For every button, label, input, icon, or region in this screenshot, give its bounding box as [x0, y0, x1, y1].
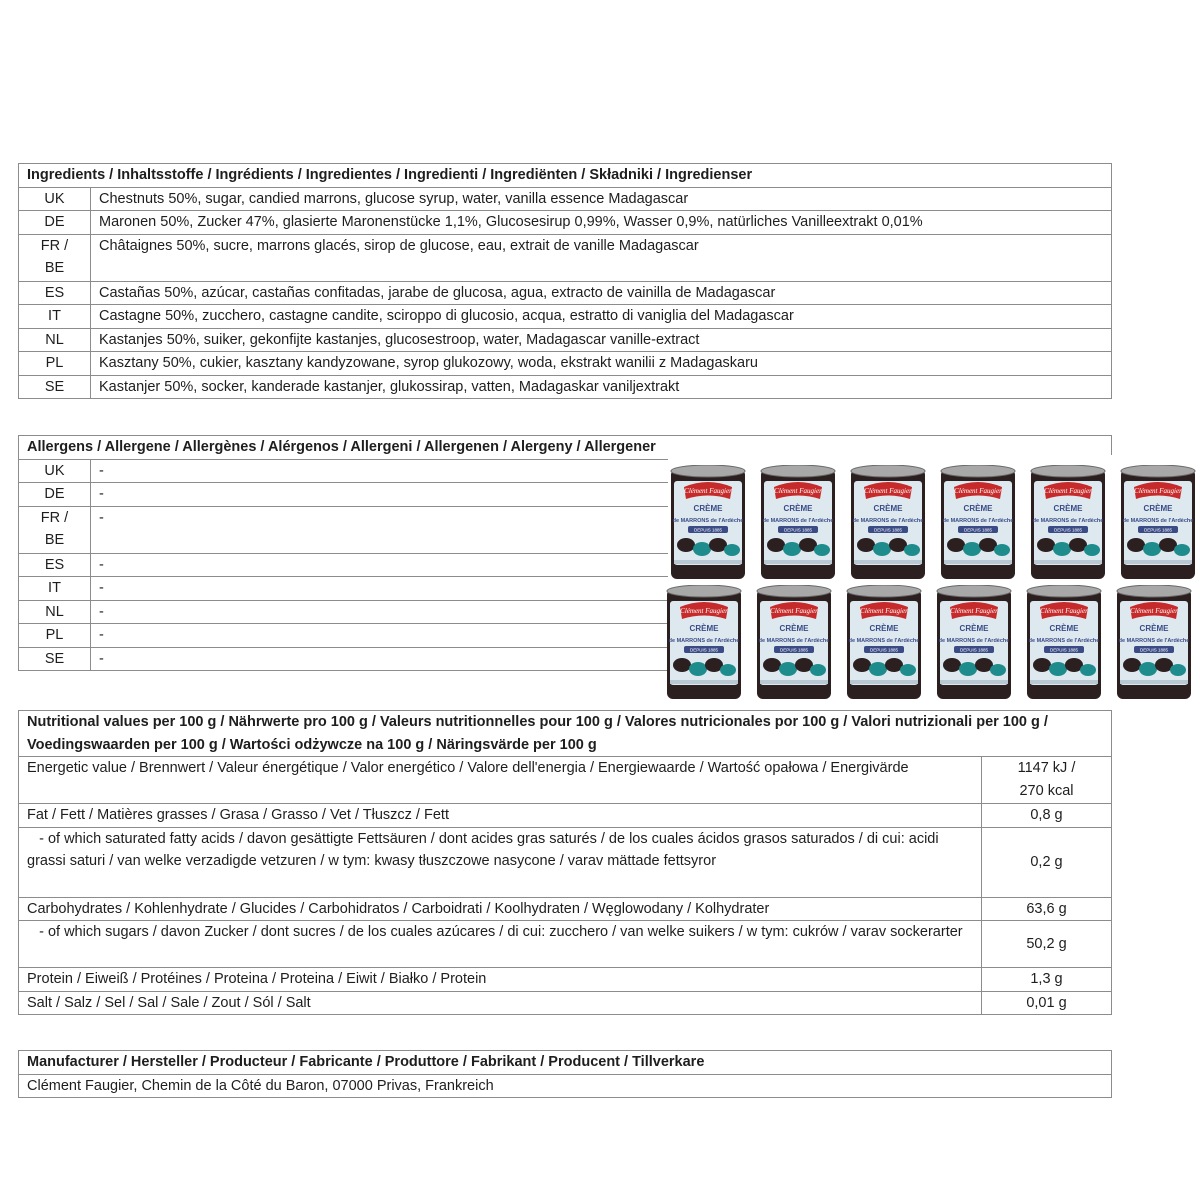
svg-text:DEPUIS 1885: DEPUIS 1885 [869, 647, 899, 653]
country-code: PL [19, 624, 91, 648]
svg-text:de MARRONS de l'Ardèche: de MARRONS de l'Ardèche [668, 638, 740, 644]
country-code-text: FR / BE [40, 237, 69, 276]
nutrient-label: Protein / Eiweiß / Protéines / Proteina / Proteina / Eiwit / Białko / Protein [19, 968, 982, 992]
manufacturer-header: Manufacturer / Hersteller / Producteur / Fabricante / Produttore / Fabrikant / Producent / Tillverkare [19, 1051, 1112, 1075]
svg-text:DEPUIS 1885: DEPUIS 1885 [1139, 647, 1169, 653]
svg-text:DEPUIS 1885: DEPUIS 1885 [873, 527, 903, 533]
svg-text:de MARRONS de l'Ardèche: de MARRONS de l'Ardèche [1118, 638, 1190, 644]
nutrient-label: - of which sugars / davon Zucker / dont sucres / de los cuales azúcares / di cui: zucchero / van welke suikers / w tym: cukrów / varav sockerarter [19, 921, 982, 968]
nutrient-label: Energetic value / Brennwert / Valeur énergétique / Valor energético / Valore dell'energia / Energiewaarde / Wartość opałowa / Energivärde [19, 757, 982, 804]
nutrient-value: 1,3 g [981, 968, 1111, 992]
svg-text:CRÈME: CRÈME [869, 624, 899, 633]
chestnut-cream-can [756, 585, 832, 701]
chestnut-cream-can [850, 465, 926, 581]
svg-text:Clément Faugier: Clément Faugier [864, 487, 912, 495]
svg-text:CRÈME: CRÈME [959, 624, 989, 633]
svg-text:de MARRONS de l'Ardèche: de MARRONS de l'Ardèche [672, 518, 744, 524]
svg-text:DEPUIS 1885: DEPUIS 1885 [689, 647, 719, 653]
svg-text:DEPUIS 1885: DEPUIS 1885 [963, 527, 993, 533]
table-row [19, 1074, 1112, 1098]
allergen-text: - [91, 624, 1112, 648]
nutrient-value: 63,6 g [981, 897, 1111, 921]
svg-text:Clément Faugier: Clément Faugier [774, 487, 822, 495]
svg-text:DEPUIS 1885: DEPUIS 1885 [1049, 647, 1079, 653]
svg-text:de MARRONS de l'Ardèche: de MARRONS de l'Ardèche [758, 638, 830, 644]
chestnut-cream-can [1120, 465, 1196, 581]
chestnut-cream-can [846, 585, 922, 701]
svg-text:CRÈME: CRÈME [1053, 504, 1083, 513]
svg-text:DEPUIS 1885: DEPUIS 1885 [693, 527, 723, 533]
country-code: IT [19, 577, 91, 601]
nutrient-value: 1147 kJ / 270 kcal [981, 757, 1111, 804]
table-row [19, 897, 1112, 921]
svg-text:de MARRONS de l'Ardèche: de MARRONS de l'Ardèche [942, 518, 1014, 524]
allergen-text: - [91, 506, 1112, 553]
svg-text:DEPUIS 1885: DEPUIS 1885 [959, 647, 989, 653]
nutrient-value: 0,8 g [981, 804, 1111, 828]
ingredient-text: Chestnuts 50%, sugar, candied marrons, glucose syrup, water, vanilla essence Madagascar [91, 187, 1112, 211]
svg-text:Clément Faugier: Clément Faugier [860, 607, 908, 615]
table-row [19, 352, 1112, 376]
nutrient-label: Salt / Salz / Sel / Sal / Sale / Zout / Sól / Salt [19, 991, 982, 1015]
svg-text:CRÈME: CRÈME [779, 624, 809, 633]
country-code: ES [19, 281, 91, 305]
allergen-text: - [91, 553, 1112, 577]
svg-text:DEPUIS 1885: DEPUIS 1885 [779, 647, 809, 653]
chestnut-cream-can [670, 465, 746, 581]
allergens-header: Allergens / Allergene / Allergènes / Alérgenos / Allergeni / Allergenen / Alergeny / Allergener [19, 436, 1112, 460]
country-code: SE [19, 647, 91, 671]
country-code [19, 506, 91, 553]
country-code: DE [19, 211, 91, 235]
svg-text:CRÈME: CRÈME [783, 504, 813, 513]
svg-text:CRÈME: CRÈME [1049, 624, 1079, 633]
nutrient-label: Fat / Fett / Matières grasses / Grasa / Grasso / Vet / Tłuszcz / Fett [19, 804, 982, 828]
svg-text:Clément Faugier: Clément Faugier [680, 607, 728, 615]
ingredient-text: Kastanjer 50%, socker, kanderade kastanjer, glukossirap, vatten, Madagaskar vaniljextrakt [91, 375, 1112, 399]
chestnut-cream-can [1116, 585, 1192, 701]
table-row [19, 991, 1112, 1015]
chestnut-cream-can [1030, 465, 1106, 581]
ingredient-text: Maronen 50%, Zucker 47%, glasierte Maronenstücke 1,1%, Glucosesirup 0,99%, Wasser 0,9%, natürliches Vanilleextrakt 0,01% [91, 211, 1112, 235]
svg-text:CRÈME: CRÈME [1139, 624, 1169, 633]
nutrition-header: Nutritional values per 100 g / Nährwerte pro 100 g / Valeurs nutritionnelles pour 100 g / Valores nutricionales por 100 g / Valori nutrizionali per 100 g / Voedingswaarden per 100 g / Wartości odżywcze na 100 g / Näringsvärde per 100 g [19, 711, 1112, 757]
svg-text:de MARRONS de l'Ardèche: de MARRONS de l'Ardèche [848, 638, 920, 644]
table-row [19, 757, 1112, 804]
product-cans-image [668, 455, 1200, 697]
svg-text:de MARRONS de l'Ardèche: de MARRONS de l'Ardèche [1028, 638, 1100, 644]
table-row [19, 375, 1112, 399]
svg-text:CRÈME: CRÈME [1143, 504, 1173, 513]
table-row [19, 187, 1112, 211]
allergen-text: - [91, 483, 1112, 507]
country-code: IT [19, 305, 91, 329]
table-row [19, 328, 1112, 352]
table-row [19, 968, 1112, 992]
svg-text:Clément Faugier: Clément Faugier [1134, 487, 1182, 495]
ingredient-text: Châtaignes 50%, sucre, marrons glacés, sirop de glucose, eau, extrait de vanille Madagascar [91, 234, 1112, 281]
nutrient-value: 50,2 g [981, 921, 1111, 968]
svg-text:DEPUIS 1885: DEPUIS 1885 [1143, 527, 1173, 533]
manufacturer-table [18, 1050, 1112, 1098]
nutrition-table [18, 710, 1112, 1015]
ingredient-text: Kasztany 50%, cukier, kasztany kandyzowane, syrop glukozowy, woda, ekstrakt wanilii z Madagaskaru [91, 352, 1112, 376]
svg-text:Clément Faugier: Clément Faugier [1040, 607, 1088, 615]
country-code [19, 234, 91, 281]
manufacturer-address: Clément Faugier, Chemin de la Côté du Baron, 07000 Privas, Frankreich [19, 1074, 1112, 1098]
ingredient-text: Castagne 50%, zucchero, castagne candite, sciroppo di glucosio, acqua, estratto di vaniglia del Madagascar [91, 305, 1112, 329]
svg-text:de MARRONS de l'Ardèche: de MARRONS de l'Ardèche [1032, 518, 1104, 524]
svg-text:CRÈME: CRÈME [963, 504, 993, 513]
nutrient-value: 0,2 g [981, 827, 1111, 897]
svg-text:DEPUIS 1885: DEPUIS 1885 [783, 527, 813, 533]
ingredients-header-row [19, 164, 1112, 188]
svg-text:Clément Faugier: Clément Faugier [954, 487, 1002, 495]
ingredients-table [18, 163, 1112, 399]
chestnut-cream-can [940, 465, 1016, 581]
chestnut-cream-can [936, 585, 1012, 701]
chestnut-cream-can [760, 465, 836, 581]
svg-text:Clément Faugier: Clément Faugier [1044, 487, 1092, 495]
allergen-text: - [91, 459, 1112, 483]
table-row [19, 234, 1112, 281]
table-row [19, 211, 1112, 235]
allergen-text: - [91, 577, 1112, 601]
ingredient-text: Castañas 50%, azúcar, castañas confitadas, jarabe de glucosa, agua, extracto de vainilla de Madagascar [91, 281, 1112, 305]
svg-text:Clément Faugier: Clément Faugier [684, 487, 732, 495]
nutrient-label: Carbohydrates / Kohlenhydrate / Glucides / Carbohidratos / Carboidrati / Koolhydraten / Węglowodany / Kolhydrater [19, 897, 982, 921]
svg-text:DEPUIS 1885: DEPUIS 1885 [1053, 527, 1083, 533]
chestnut-cream-can [1026, 585, 1102, 701]
svg-text:Clément Faugier: Clément Faugier [1130, 607, 1178, 615]
svg-text:de MARRONS de l'Ardèche: de MARRONS de l'Ardèche [762, 518, 834, 524]
nutrition-header-row [19, 711, 1112, 757]
nutrient-value: 0,01 g [981, 991, 1111, 1015]
svg-text:Clément Faugier: Clément Faugier [950, 607, 998, 615]
country-code: ES [19, 553, 91, 577]
table-row [19, 921, 1112, 968]
table-row [19, 305, 1112, 329]
country-code: NL [19, 328, 91, 352]
country-code: NL [19, 600, 91, 624]
chestnut-cream-can [666, 585, 742, 701]
country-code: PL [19, 352, 91, 376]
country-code: UK [19, 187, 91, 211]
country-code: UK [19, 459, 91, 483]
manufacturer-header-row [19, 1051, 1112, 1075]
svg-text:CRÈME: CRÈME [873, 504, 903, 513]
allergen-text: - [91, 600, 1112, 624]
table-row [19, 827, 1112, 897]
table-row [19, 804, 1112, 828]
svg-text:de MARRONS de l'Ardèche: de MARRONS de l'Ardèche [1122, 518, 1194, 524]
table-row [19, 281, 1112, 305]
svg-text:de MARRONS de l'Ardèche: de MARRONS de l'Ardèche [852, 518, 924, 524]
svg-text:de MARRONS de l'Ardèche: de MARRONS de l'Ardèche [938, 638, 1010, 644]
country-code-text: FR / BE [40, 509, 69, 548]
country-code: SE [19, 375, 91, 399]
svg-text:CRÈME: CRÈME [689, 624, 719, 633]
svg-text:Clément Faugier: Clément Faugier [770, 607, 818, 615]
svg-text:CRÈME: CRÈME [693, 504, 723, 513]
ingredient-text: Kastanjes 50%, suiker, gekonfijte kastanjes, glucosestroop, water, Madagascar vanille-extract [91, 328, 1112, 352]
nutrient-label: - of which saturated fatty acids / davon gesättigte Fettsäuren / dont acides gras saturés / de los cuales ácidos grasos saturados / di cui: acidi grassi saturi / van welke verzadigde vetzuren / w tym: kwasy tłuszczowe nasycone / varav mättade fettsyror [19, 827, 982, 897]
country-code: DE [19, 483, 91, 507]
ingredients-header: Ingredients / Inhaltsstoffe / Ingrédients / Ingredientes / Ingredienti / Ingrediënten / Składniki / Ingredienser [19, 164, 1112, 188]
allergen-text: - [91, 647, 1112, 671]
